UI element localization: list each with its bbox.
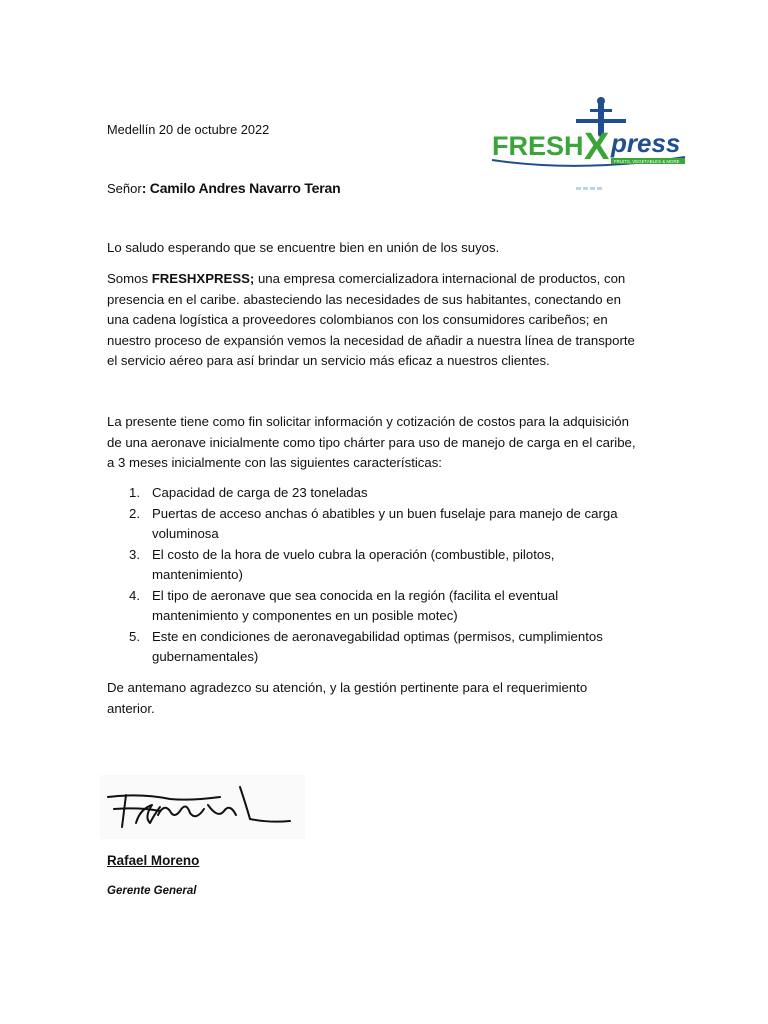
list-item-text: Este en condiciones de aeronavegabilidad optimas (permisos, cumplimientos [152,628,603,644]
list-number: 2. [129,505,140,521]
request-line: de una aeronave inicialmente como tipo chárter para uso de manejo de carga en el caribe, [107,434,636,450]
list-number: 3. [129,546,140,562]
list-item-text: gubernamentales) [152,649,259,664]
greeting-line: Lo saludo esperando que se encuentre bien en unión de los suyos. [107,240,500,255]
list-item-text: mantenimiento y componentes en un posible motec) [152,608,458,623]
closing-paragraph [107,678,667,719]
logo-word-x: X [584,126,610,168]
list-item [107,504,667,545]
paragraph-line [107,269,667,290]
list-item [107,586,667,627]
letter-date: Medellín 20 de octubre 2022 [107,122,270,137]
list-number: 5. [129,628,140,644]
list-item-text: Puertas de acceso anchas ó abatibles y un buen fuselaje para manejo de carga [152,505,618,521]
salutation-separator: : [141,180,147,196]
request-paragraph [107,412,667,474]
list-item-text: El costo de la hora de vuelo cubra la operación (combustible, pilotos, [152,546,555,562]
intro-line: una cadena logística a proveedores colombianos con los consumidores caribeños; en [107,312,608,327]
logo-word-fresh: FRESH [492,131,584,161]
list-item [107,545,667,586]
salutation [107,178,340,200]
list-item [107,627,667,668]
list-item-text: Capacidad de carga de 23 toneladas [152,485,368,500]
intro-lead: Somos [107,271,152,286]
logo-word-press: press [611,128,681,158]
closing-line: De antemano agradezco su atención, y la gestión pertinente para el requerimiento [107,680,588,695]
intro-line: el servicio aéreo para así brindar un servicio más eficaz a nuestros clientes. [107,353,550,368]
request-line: La presente tiene como fin solicitar información y cotización de costos para la adquisición [107,414,629,429]
freshxpress-logo [490,95,690,193]
brand-name: FRESHXPRESS; [151,271,255,286]
list-item-text: El tipo de aeronave que sea conocida en la región (facilita el eventual [152,587,559,603]
logo-tagline: FRUITS, VEGETABLES & MORE [614,159,680,164]
list-number: 1. [129,485,140,500]
handwritten-signature [100,775,305,839]
closing-line: anterior. [107,700,155,716]
intro-line: una empresa comercializadora internacional de productos, con [254,271,626,286]
request-line: a 3 meses inicialmente con las siguientes características: [107,455,442,470]
salutation-prefix: Señor [107,181,142,196]
requirements-list [107,483,667,668]
intro-line: nuestro proceso de expansión vemos la necesidad de añadir a nuestra línea de transporte [107,332,635,348]
signer-name: Rafael Moreno [107,853,200,868]
intro-line: presencia en el caribe. abasteciendo las necesidades de sus habitantes, conectando en [107,291,621,307]
intro-paragraph [107,269,667,372]
list-item [107,483,667,504]
list-item-text: mantenimiento) [152,567,243,582]
recipient-name: Camilo Andres Navarro Teran [149,180,341,196]
list-item-text: voluminosa [152,526,219,541]
list-number: 4. [129,587,140,603]
signer-role: Gerente General [107,885,197,897]
